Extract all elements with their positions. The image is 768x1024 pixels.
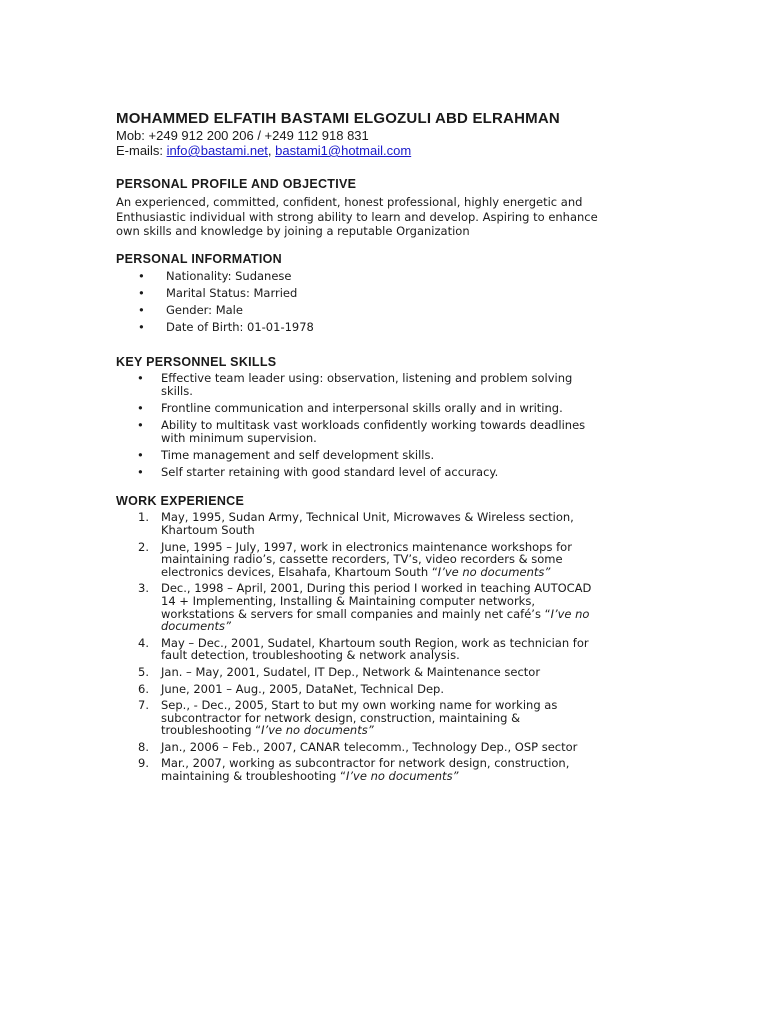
work-line: electronics devices, Elsahafa, Khartoum South “ <box>161 564 438 579</box>
bullet-icon: • <box>137 400 144 415</box>
list-item <box>116 372 656 399</box>
mobile-line <box>116 128 656 143</box>
work-line: troubleshooting “ <box>161 723 262 738</box>
item-number: 9. <box>138 756 149 771</box>
work-item <box>116 741 656 754</box>
nationality-text: Nationality: Sudanese <box>166 268 292 283</box>
work-line: Sep., - Dec., 2005, Start to but my own working name for working as <box>161 698 558 713</box>
no-documents-note: documents” <box>161 619 231 634</box>
work-item <box>116 683 656 696</box>
bullet-icon: • <box>138 303 145 318</box>
skills-heading: KEY PERSONNEL SKILLS <box>116 354 277 369</box>
marital-status-text: Marital Status: Married <box>166 285 298 300</box>
work-line: Jan., 2006 – Feb., 2007, CANAR telecomm., Technology Dep., OSP sector <box>161 739 578 754</box>
work-line: June, 2001 – Aug., 2005, DataNet, Technical Dep. <box>161 681 444 696</box>
bullet-icon: • <box>137 464 144 479</box>
skill-line: Time management and self development skills. <box>161 448 435 463</box>
list-item <box>116 402 656 416</box>
list-item <box>116 268 656 285</box>
item-number: 5. <box>138 664 149 679</box>
work-line: workstations & servers for small companies and mainly net café’s “ <box>161 606 551 621</box>
work-list <box>116 511 656 782</box>
work-line: Jan. – May, 2001, Sudatel, IT Dep., Network & Maintenance sector <box>161 664 541 679</box>
personal-info-list <box>116 268 656 337</box>
skill-line: Frontline communication and interpersonal skills orally and in writing. <box>161 400 563 415</box>
email-link-info[interactable]: info@bastami.net <box>166 143 268 158</box>
email-separator: , <box>267 143 276 158</box>
work-item <box>116 582 656 632</box>
list-item <box>116 319 656 336</box>
mobile-numbers: +249 912 200 206 / +249 112 918 831 <box>148 128 369 143</box>
work-line: 14 + Implementing, Installing & Maintaining computer networks, <box>161 593 535 608</box>
no-documents-note: I’ve no documents” <box>261 723 374 738</box>
skill-line: skills. <box>161 384 193 399</box>
skill-line: Effective team leader using: observation, listening and problem solving <box>161 370 573 385</box>
item-number: 2. <box>138 539 149 554</box>
mobile-label: Mob: <box>116 128 149 143</box>
work-line: Dec., 1998 – April, 2001, During this period I worked in teaching AUTOCAD <box>161 581 592 596</box>
profile-line: An experienced, committed, confident, honest professional, highly energetic and <box>116 195 583 209</box>
no-documents-note: I’ve no documents” <box>345 769 459 784</box>
bullet-icon: • <box>137 417 144 432</box>
profile-heading: PERSONAL PROFILE AND OBJECTIVE <box>116 177 357 191</box>
emails-line <box>116 143 656 158</box>
bullet-icon: • <box>138 320 145 335</box>
work-line: May, 1995, Sudan Army, Technical Unit, Microwaves & Wireless section, <box>161 510 574 525</box>
skill-line: with minimum supervision. <box>161 431 317 446</box>
skills-list <box>116 372 656 480</box>
item-number: 4. <box>138 635 149 650</box>
work-line: Khartoum South <box>161 522 255 537</box>
work-item <box>116 637 656 662</box>
list-item <box>116 466 656 480</box>
work-line: May – Dec., 2001, Sudatel, Khartoum south Region, work as technician for <box>161 635 589 650</box>
work-line: subcontractor for network design, construction, maintaining & <box>161 710 521 725</box>
email-link-hotmail[interactable]: bastami1@hotmail.com <box>275 143 412 158</box>
resume-content <box>116 110 656 787</box>
skill-line: Self starter retaining with good standard level of accuracy. <box>161 464 499 479</box>
bullet-icon: • <box>137 448 144 463</box>
profile-paragraph <box>116 195 656 239</box>
bullet-icon: • <box>138 268 145 283</box>
bullet-icon: • <box>137 370 144 385</box>
work-heading: WORK EXPERIENCE <box>116 494 245 509</box>
work-item <box>116 666 656 679</box>
work-line: fault detection, troubleshooting & network analysis. <box>161 648 460 663</box>
gender-text: Gender: Male <box>166 303 243 318</box>
item-number: 8. <box>138 739 149 754</box>
list-item <box>116 449 656 463</box>
bullet-icon: • <box>138 285 145 300</box>
item-number: 6. <box>138 681 149 696</box>
no-documents-note: I’ve no <box>550 606 590 621</box>
profile-line: own skills and knowledge by joining a reputable Organization <box>116 224 470 238</box>
work-line: Mar., 2007, working as subcontractor for network design, construction, <box>161 756 570 771</box>
candidate-name: MOHAMMED ELFATIH BASTAMI ELGOZULI ABD ELRAHMAN <box>116 110 560 127</box>
item-number: 7. <box>138 698 149 713</box>
profile-line: Enthusiastic individual with strong ability to learn and develop. Aspiring to enhance <box>116 209 598 224</box>
work-item <box>116 541 656 579</box>
list-item <box>116 285 656 302</box>
work-item <box>116 511 656 536</box>
list-item <box>116 419 656 446</box>
no-documents-note: I’ve no documents” <box>437 564 551 579</box>
personal-info-heading: PERSONAL INFORMATION <box>116 251 282 266</box>
item-number: 1. <box>138 510 149 525</box>
work-item <box>116 699 656 737</box>
emails-label: E-mails: <box>116 143 167 158</box>
list-item <box>116 302 656 319</box>
work-line: June, 1995 – July, 1997, work in electronics maintenance workshops for <box>161 539 572 554</box>
work-line: maintaining & troubleshooting “ <box>161 769 346 784</box>
item-number: 3. <box>138 581 149 596</box>
date-of-birth-text: Date of Birth: 01-01-1978 <box>166 320 314 335</box>
work-line: maintaining radio’s, cassette recorders, TV’s, video recorders & some <box>161 552 563 567</box>
work-item <box>116 757 656 782</box>
skill-line: Ability to multitask vast workloads confidently working towards deadlines <box>161 417 586 432</box>
